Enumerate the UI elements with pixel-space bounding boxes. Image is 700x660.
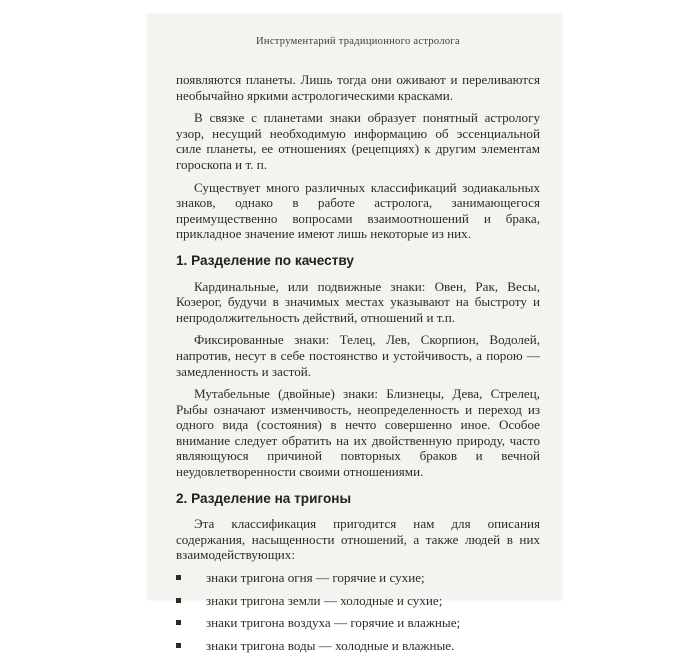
intro-paragraph-2: В связке с планетами знаки образует понятный астрологу узор, несущий необходимую информацию об эссенциальной силе планеты, ее отношениях (рецепциях) к другим элементам гороскопа и т. п. [176, 110, 540, 172]
list-item [176, 570, 540, 586]
square-bullet-icon [176, 620, 181, 625]
intro-paragraph-1: появляются планеты. Лишь тогда они оживают и переливаются необычайно яркими астрологическими красками. [176, 72, 540, 103]
fixed-signs-paragraph: Фиксированные знаки: Телец, Лев, Скорпион, Водолей, напротив, несут в себе постоянство и устойчивость, а порою — замедленность и застой. [176, 332, 540, 379]
list-item-text: знаки тригона земли — холодные и сухие; [206, 592, 443, 608]
body-text [176, 72, 540, 660]
section-heading-quality: 1. Разделение по качеству [176, 252, 354, 268]
list-item [176, 593, 540, 609]
list-item [176, 638, 540, 654]
trigons-intro-paragraph: Эта классификация пригодится нам для описания содержания, насыщенности отношений, а также людей в них взаимодействующих: [176, 516, 540, 563]
square-bullet-icon [176, 643, 181, 648]
square-bullet-icon [176, 598, 181, 603]
square-bullet-icon [176, 575, 181, 580]
list-item-text: знаки тригона воздуха — горячие и влажные; [206, 615, 461, 631]
intro-paragraph-3: Существует много различных классификаций зодиакальных знаков, однако в работе астролога, занимающегося преимущественно вопросами взаимоотношений и брака, прикладное значение имеют лишь некоторые из них. [176, 179, 540, 242]
list-item-text: знаки тригона огня — горячие и сухие; [206, 570, 425, 586]
cardinal-signs-paragraph: Кардинальные, или подвижные знаки: Овен, Рак, Весы, Козерог, будучи в значимых местах указывают на быстроту и непродолжительность действий, отношений и т.п. [176, 278, 540, 325]
section-heading-trigons: 2. Разделение на тригоны [176, 490, 352, 506]
list-item-text: знаки тригона воды — холодные и влажные. [206, 637, 455, 653]
running-header: Инструментарий традиционного астролога [256, 36, 460, 47]
book-page [148, 14, 562, 653]
trigons-list [176, 570, 540, 653]
mutable-signs-paragraph: Мутабельные (двойные) знаки: Близнецы, Дева, Стрелец, Рыбы означают изменчивость, неопределенность и переход из одного вида (состояния) в нечто совершенно иное. Особое внимание следует обратить на их двойственную природу, часто являющуюся причиной повторных браков и вечной неудовлетворенности своими отношениями. [176, 386, 540, 480]
list-item [176, 615, 540, 631]
